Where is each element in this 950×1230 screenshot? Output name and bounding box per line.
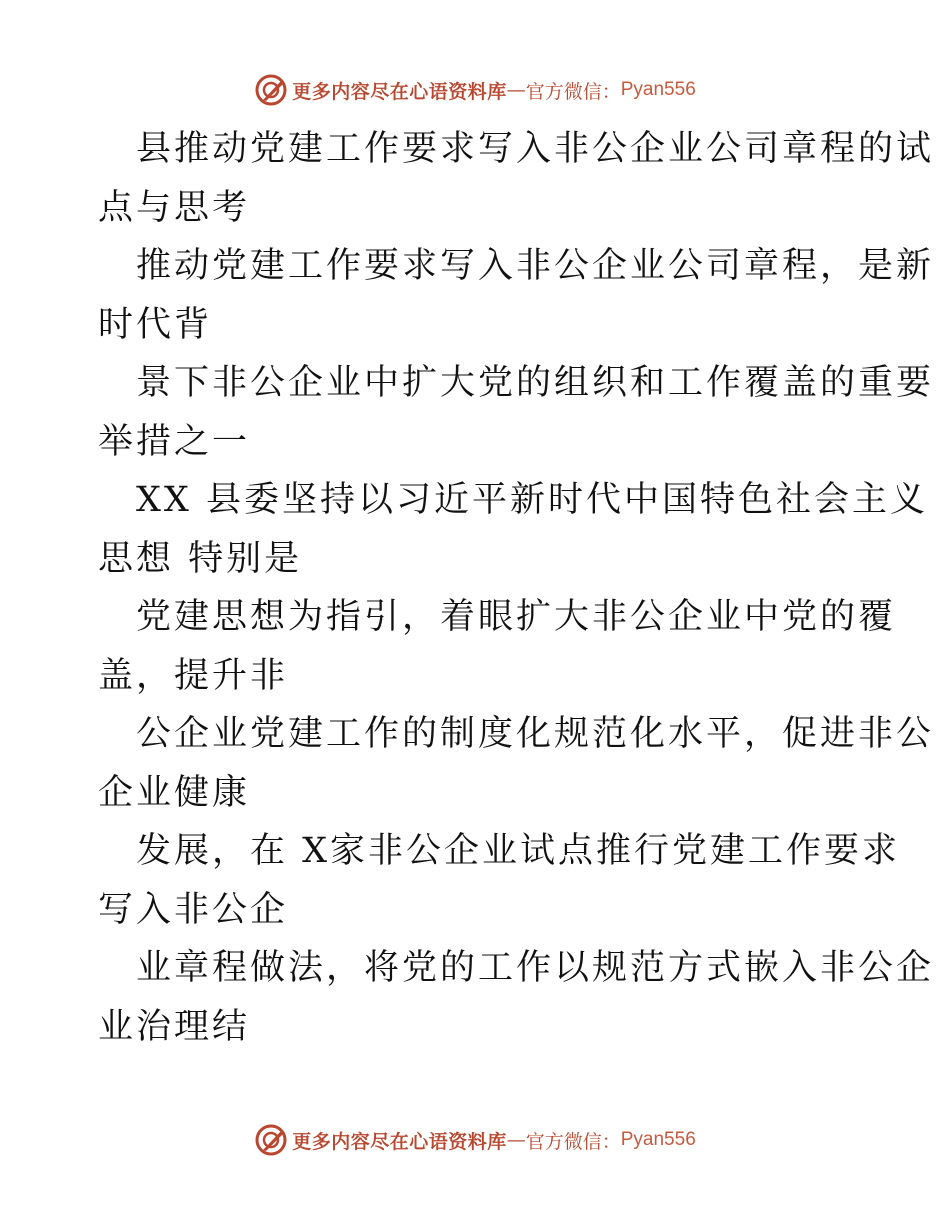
footer-watermark	[0, 1120, 950, 1160]
text-line: 业章程做法，将党的工作以规范方式嵌入非公企	[136, 948, 935, 988]
text-line: XX 县委坚持以习近平新时代中国特色社会主义	[136, 480, 928, 520]
text-line: 举措之一	[98, 421, 251, 462]
watermark-label: 官方微信：	[525, 80, 621, 103]
text-line: 时代背	[98, 304, 213, 345]
watermark-id: Pyan556	[620, 1129, 696, 1150]
watermark-id: Pyan556	[620, 79, 696, 100]
quill-logo-icon	[254, 73, 288, 107]
text-line: 县推动党建工作要求写入非公企业公司章程的试	[136, 129, 935, 169]
text-line: 业治理结	[98, 1006, 251, 1047]
text-line: 党建思想为指引，着眼扩大非公企业中党的覆	[136, 597, 897, 637]
watermark-label: 官方微信：	[525, 1130, 621, 1153]
text-line: 推动党建工作要求写入非公企业公司章程，是新	[136, 246, 935, 286]
watermark-brand: 更多内容尽在心语资料库	[292, 1130, 507, 1153]
text-line: 景下非公企业中扩大党的组织和工作覆盖的重要	[136, 363, 935, 403]
document-body	[98, 120, 935, 1056]
text-line: 公企业党建工作的制度化规范化水平，促进非公	[136, 714, 935, 754]
text-line: 企业健康	[98, 772, 251, 813]
header-watermark	[0, 70, 950, 110]
watermark-brand: 更多内容尽在心语资料库	[292, 80, 507, 103]
text-line: 写入非公企	[98, 889, 289, 930]
watermark-separator: —	[506, 1129, 526, 1151]
quill-logo-icon	[254, 1123, 288, 1157]
text-line: 点与思考	[98, 187, 251, 228]
text-line: 思想 特别是	[98, 538, 303, 579]
watermark-separator: —	[506, 79, 526, 101]
text-line: 发展，在 X家非公企业试点推行党建工作要求	[136, 831, 901, 871]
text-line: 盖，提升非	[98, 655, 289, 696]
